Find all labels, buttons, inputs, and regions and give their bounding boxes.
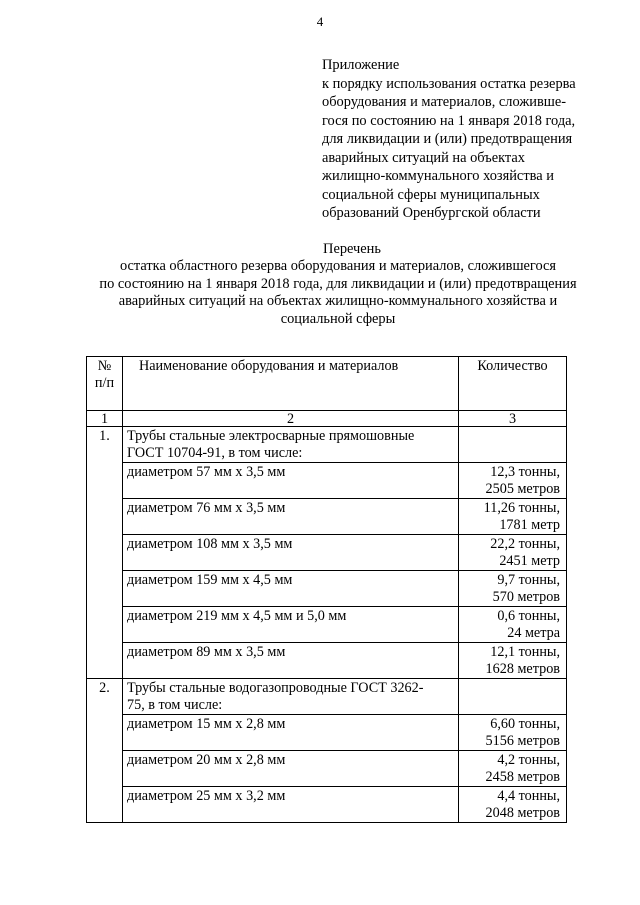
list-subtitle-line: остатка областного резерва оборудования и материалов, сложившегося <box>119 258 557 274</box>
table-row <box>87 643 567 679</box>
table-row <box>87 571 567 607</box>
col-number: 2 <box>123 411 459 427</box>
list-title: Перечень <box>323 241 381 257</box>
group-title <box>123 679 459 715</box>
appendix-line: образований Оренбургской области <box>322 205 541 221</box>
group-qty-empty <box>459 427 567 463</box>
appendix-line: оборудования и материалов, сложивше- <box>322 94 567 110</box>
appendix-block <box>322 56 622 223</box>
table-row <box>87 499 567 535</box>
item-name: диаметром 108 мм х 3,5 мм <box>123 535 459 571</box>
appendix-line: Приложение <box>322 57 400 73</box>
group-number: 2. <box>87 679 123 823</box>
item-quantity <box>459 607 567 643</box>
appendix-line: гося по состоянию на 1 января 2018 года, <box>322 112 576 129</box>
col-number: 3 <box>459 411 567 427</box>
quantity-line: 22,2 тонны, <box>490 536 560 552</box>
table-group-row <box>87 679 567 715</box>
list-subtitle-line: социальной сферы <box>280 310 396 327</box>
quantity-line: 11,26 тонны, <box>483 500 560 516</box>
item-name: диаметром 20 мм х 2,8 мм <box>123 751 459 787</box>
quantity-line: 2505 метров <box>485 481 560 497</box>
item-name: диаметром 159 мм х 4,5 мм <box>123 571 459 607</box>
header-qty: Количество <box>459 357 567 411</box>
table-group-row <box>87 427 567 463</box>
header-name: Наименование оборудования и материалов <box>123 357 459 411</box>
group-title-line: 75, в том числе: <box>127 697 223 713</box>
item-quantity <box>459 535 567 571</box>
appendix-line: жилищно-коммунального хозяйства и <box>322 168 554 184</box>
quantity-line: 1781 метр <box>499 517 560 533</box>
table-row <box>87 715 567 751</box>
quantity-line: 2458 метров <box>485 769 560 785</box>
col-number: 1 <box>87 411 123 427</box>
quantity-line: 2451 метр <box>499 553 560 569</box>
group-title-line: ГОСТ 10704-91, в том числе: <box>127 445 303 461</box>
quantity-line: 24 метра <box>507 625 560 641</box>
table-header-row <box>87 357 567 411</box>
item-name: диаметром 219 мм х 4,5 мм и 5,0 мм <box>123 607 459 643</box>
quantity-line: 4,2 тонны, <box>497 752 560 768</box>
item-name: диаметром 89 мм х 3,5 мм <box>123 643 459 679</box>
item-quantity <box>459 715 567 751</box>
quantity-line: 0,6 тонны, <box>497 608 560 624</box>
group-title-line: Трубы стальные электросварные прямошовные <box>127 428 415 444</box>
table-row <box>87 463 567 499</box>
quantity-line: 2048 метров <box>485 805 560 821</box>
materials-table <box>86 356 567 823</box>
item-quantity <box>459 571 567 607</box>
quantity-line: 6,60 тонны, <box>490 716 560 732</box>
header-num: № п/п <box>87 357 123 411</box>
quantity-line: 12,3 тонны, <box>490 464 560 480</box>
item-name: диаметром 25 мм х 3,2 мм <box>123 787 459 823</box>
appendix-line: к порядку использования остатка резерва <box>322 75 576 92</box>
table-row <box>87 607 567 643</box>
table-row <box>87 535 567 571</box>
quantity-line: 570 метров <box>492 589 560 605</box>
quantity-line: 12,1 тонны, <box>490 644 560 660</box>
item-quantity <box>459 787 567 823</box>
appendix-line: аварийных ситуаций на объектах <box>322 149 525 166</box>
quantity-line: 4,4 тонны, <box>497 788 560 804</box>
list-subtitle <box>80 258 596 328</box>
group-title <box>123 427 459 463</box>
item-quantity <box>459 499 567 535</box>
page-number: 4 <box>316 14 324 29</box>
group-title-line: Трубы стальные водогазопроводные ГОСТ 3262- <box>127 680 424 696</box>
table-row <box>87 751 567 787</box>
item-name: диаметром 15 мм х 2,8 мм <box>123 715 459 751</box>
quantity-line: 1628 метров <box>485 661 560 677</box>
item-name: диаметром 57 мм х 3,5 мм <box>123 463 459 499</box>
group-qty-empty <box>459 679 567 715</box>
item-quantity <box>459 463 567 499</box>
group-number: 1. <box>87 427 123 679</box>
list-subtitle-line: по состоянию на 1 января 2018 года, для ликвидации и (или) предотвращения <box>99 275 577 292</box>
table-row <box>87 787 567 823</box>
column-numbers-row <box>87 411 567 427</box>
quantity-line: 5156 метров <box>485 733 560 749</box>
appendix-line: социальной сферы муниципальных <box>322 186 540 203</box>
item-quantity <box>459 643 567 679</box>
quantity-line: 9,7 тонны, <box>497 572 560 588</box>
appendix-line: для ликвидации и (или) предотвращения <box>322 131 573 147</box>
item-quantity <box>459 751 567 787</box>
item-name: диаметром 76 мм х 3,5 мм <box>123 499 459 535</box>
list-subtitle-line: аварийных ситуаций на объектах жилищно-коммунального хозяйства и <box>118 293 558 310</box>
